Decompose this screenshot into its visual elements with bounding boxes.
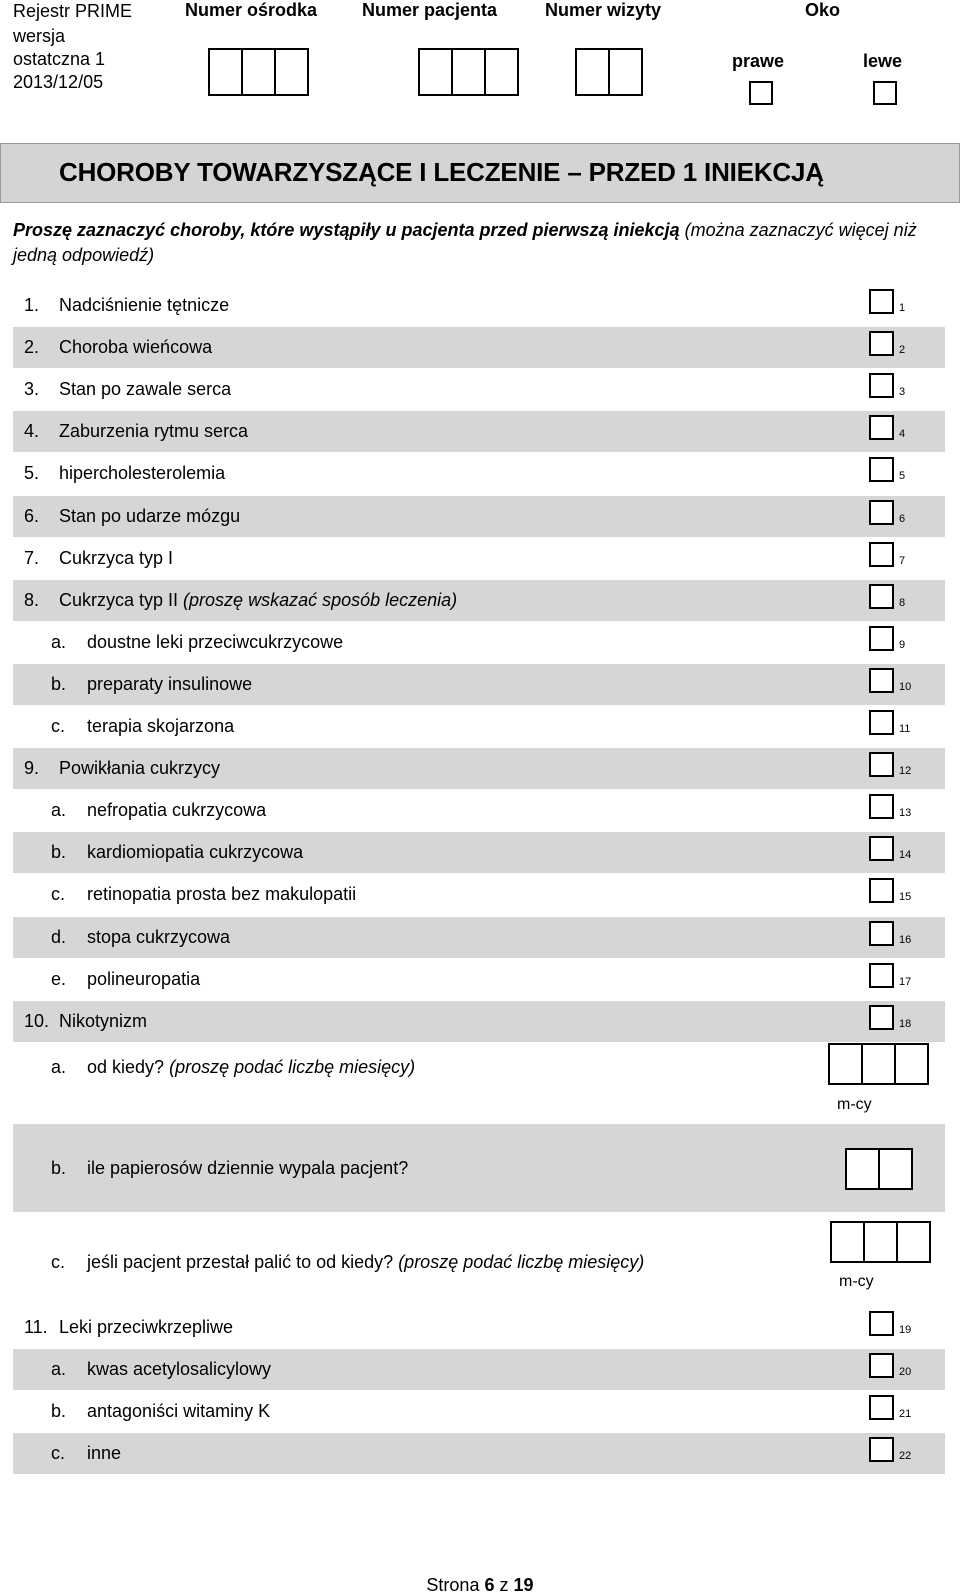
version-label: wersja <box>13 26 66 46</box>
item-checkbox[interactable] <box>869 626 894 651</box>
item-label: kwas acetylosalicylowy <box>87 1359 272 1380</box>
quit-smoking-row <box>13 1218 945 1300</box>
item-checkbox[interactable] <box>869 836 894 861</box>
smoking-months-digit-1[interactable] <box>828 1043 863 1085</box>
item-label: ile papierosów dziennie wypala pacjent? <box>87 1158 409 1178</box>
item-checkbox[interactable] <box>869 1395 894 1420</box>
item-code: 15 <box>899 891 912 904</box>
item-code: 19 <box>899 1324 912 1336</box>
checkbox-row <box>13 580 945 621</box>
checkbox-row <box>13 1307 945 1348</box>
item-checkbox[interactable] <box>869 331 894 356</box>
instruction-note: (można zaznaczyć więcej niż jedną odpowiedź) <box>13 220 917 265</box>
item-checkbox[interactable] <box>869 921 894 946</box>
checkbox-row <box>13 959 945 1000</box>
checkbox-row <box>13 1001 945 1042</box>
item-label: polineuropatia <box>87 968 201 989</box>
item-label: Nadciśnienie tętnicze <box>59 295 230 315</box>
item-number: 4. <box>24 421 40 442</box>
item-label: Stan po udarze mózgu <box>59 505 241 526</box>
center-number-digit-3[interactable] <box>274 48 309 96</box>
item-code: 3 <box>899 386 906 399</box>
item-code: 2 <box>899 344 906 357</box>
item-code: 14 <box>899 849 912 862</box>
checkbox-row <box>13 369 945 410</box>
item-label: Choroba wieńcowa <box>59 337 213 358</box>
visit-number-digit-2[interactable] <box>608 48 643 96</box>
item-code: 7 <box>899 554 906 567</box>
visit-number-label: Numer wizyty <box>545 0 662 20</box>
item-checkbox[interactable] <box>869 963 894 988</box>
item-code: 13 <box>899 807 912 820</box>
item-label: doustne leki przeciwcukrzycowe <box>87 631 344 652</box>
center-number-digit-1[interactable] <box>208 48 243 96</box>
item-number: 8. <box>24 589 40 610</box>
item-label: hipercholesterolemia <box>59 463 226 484</box>
item-number: 7. <box>24 547 40 568</box>
cigarettes-digit-1[interactable] <box>845 1148 880 1190</box>
patient-number-digit-2[interactable] <box>451 48 486 96</box>
item-checkbox[interactable] <box>869 415 894 440</box>
item-number: a. <box>51 800 67 821</box>
checkbox-row <box>13 1391 945 1432</box>
smoking-since-row <box>13 1040 945 1104</box>
item-label: terapia skojarzona <box>87 716 235 736</box>
quit-months-digit-2[interactable] <box>863 1221 898 1263</box>
patient-number-digit-3[interactable] <box>484 48 519 96</box>
item-code: 12 <box>899 765 912 778</box>
item-checkbox[interactable] <box>869 1437 894 1462</box>
center-number-digit-2[interactable] <box>241 48 276 96</box>
item-label: Nikotynizm <box>59 1010 148 1031</box>
checkbox-row <box>13 874 945 915</box>
cigarettes-per-day-row <box>13 1124 945 1212</box>
item-label: Cukrzyca typ II (proszę wskazać sposób leczenia) <box>59 589 458 610</box>
instruction-main: Proszę zaznaczyć choroby, które wystąpiły u pacjenta przed pierwszą iniekcją <box>13 220 680 240</box>
item-label: kardiomiopatia cukrzycowa <box>87 842 304 863</box>
item-checkbox[interactable] <box>869 1005 894 1030</box>
item-label: retinopatia prosta bez makulopatii <box>87 884 357 905</box>
smoking-months-digit-2[interactable] <box>861 1043 896 1085</box>
checkbox-row <box>13 622 945 663</box>
item-checkbox[interactable] <box>869 373 894 398</box>
item-code: 16 <box>899 933 912 946</box>
section-title: CHOROBY TOWARZYSZĄCE I LECZENIE – PRZED 1 INIEKCJĄ <box>59 157 824 187</box>
visit-number-digit-1[interactable] <box>575 48 610 96</box>
item-checkbox[interactable] <box>869 289 894 314</box>
registry-name: Rejestr PRIME <box>13 1 133 21</box>
item-code: 4 <box>899 428 906 441</box>
item-code: 21 <box>899 1408 912 1421</box>
item-checkbox[interactable] <box>869 668 894 693</box>
eye-label: Oko <box>805 0 841 20</box>
checkbox-row <box>13 411 945 452</box>
item-number: 9. <box>24 758 40 779</box>
item-number: b. <box>51 842 67 863</box>
item-checkbox[interactable] <box>869 584 894 609</box>
item-checkbox[interactable] <box>869 752 894 777</box>
instruction-text <box>13 218 948 268</box>
item-label: stopa cukrzycowa <box>87 926 231 947</box>
item-code: 9 <box>899 638 906 651</box>
item-number: 6. <box>24 505 40 526</box>
checkbox-row <box>13 327 945 368</box>
item-label: antagoniści witaminy K <box>87 1401 271 1422</box>
quit-months-unit: m-cy <box>839 1273 874 1290</box>
checkbox-row <box>13 832 945 873</box>
item-number: c. <box>51 884 66 905</box>
item-code: 18 <box>899 1017 912 1030</box>
item-checkbox[interactable] <box>869 1353 894 1378</box>
item-checkbox[interactable] <box>869 542 894 567</box>
patient-number-digit-1[interactable] <box>418 48 453 96</box>
form-date: 2013/12/05 <box>13 72 104 92</box>
item-label: Stan po zawale serca <box>59 379 232 400</box>
item-label: preparaty insulinowe <box>87 673 253 694</box>
cigarettes-digit-2[interactable] <box>878 1148 913 1190</box>
center-number-label: Numer ośrodka <box>185 0 318 20</box>
item-code: 17 <box>899 975 912 988</box>
item-code: 1 <box>899 302 906 314</box>
smoking-months-digit-3[interactable] <box>894 1043 929 1085</box>
checkbox-row <box>13 496 945 537</box>
item-number: 5. <box>24 463 40 484</box>
item-number: d. <box>51 926 67 947</box>
item-checkbox[interactable] <box>869 1311 894 1336</box>
item-checkbox[interactable] <box>869 710 894 735</box>
checkbox-row <box>13 1349 945 1390</box>
item-number: e. <box>51 968 67 989</box>
item-number: 10. <box>24 1010 50 1031</box>
item-label: Cukrzyca typ I <box>59 547 174 568</box>
item-label: nefropatia cukrzycowa <box>87 800 267 821</box>
item-number: 2. <box>24 337 40 358</box>
item-label: Leki przeciwkrzepliwe <box>59 1317 234 1337</box>
item-checkbox[interactable] <box>869 878 894 903</box>
version-value: ostatczna 1 <box>13 49 106 69</box>
item-number: c. <box>51 716 66 736</box>
item-checkbox[interactable] <box>869 500 894 525</box>
item-code: 20 <box>899 1366 912 1379</box>
right-eye-label: prawe <box>732 51 785 71</box>
item-label: Powikłania cukrzycy <box>59 758 221 779</box>
item-number: 1. <box>24 295 40 315</box>
checkbox-row <box>13 1433 945 1474</box>
item-number: a. <box>51 1057 67 1077</box>
item-code: 6 <box>899 512 906 525</box>
item-number: b. <box>51 673 67 694</box>
checkbox-row <box>13 790 945 831</box>
item-label: Zaburzenia rytmu serca <box>59 421 249 442</box>
checkbox-row <box>13 664 945 705</box>
checkbox-row <box>13 538 945 579</box>
patient-number-label: Numer pacjenta <box>362 0 498 20</box>
item-number: a. <box>51 1359 67 1380</box>
item-number: 11. <box>24 1317 48 1337</box>
checkbox-row <box>13 706 945 747</box>
item-checkbox[interactable] <box>869 457 894 482</box>
item-label: od kiedy? (proszę podać liczbę miesięcy) <box>87 1057 416 1077</box>
item-checkbox[interactable] <box>869 794 894 819</box>
item-code: 11 <box>899 723 911 735</box>
right-eye-checkbox[interactable] <box>749 81 773 105</box>
item-label: inne <box>87 1443 122 1464</box>
checkbox-row <box>13 285 945 326</box>
smoking-months-unit: m-cy <box>837 1096 872 1113</box>
item-code: 8 <box>899 596 906 609</box>
item-number: b. <box>51 1158 67 1178</box>
page-number: Strona 6 z 19 <box>426 1575 534 1595</box>
checkbox-row <box>13 453 945 494</box>
item-number: 3. <box>24 379 40 400</box>
item-number: c. <box>51 1252 66 1272</box>
checkbox-row <box>13 748 945 789</box>
checkbox-row <box>13 917 945 958</box>
item-number: a. <box>51 631 67 652</box>
left-eye-checkbox[interactable] <box>873 81 897 105</box>
item-code: 5 <box>899 470 906 483</box>
item-number: c. <box>51 1443 66 1464</box>
left-eye-label: lewe <box>863 51 903 71</box>
item-code: 22 <box>899 1450 912 1463</box>
item-label: jeśli pacjent przestał palić to od kiedy? (proszę podać liczbę miesięcy) <box>87 1252 645 1272</box>
quit-months-digit-1[interactable] <box>830 1221 865 1263</box>
quit-months-digit-3[interactable] <box>896 1221 931 1263</box>
item-number: b. <box>51 1401 67 1422</box>
item-code: 10 <box>899 680 912 693</box>
